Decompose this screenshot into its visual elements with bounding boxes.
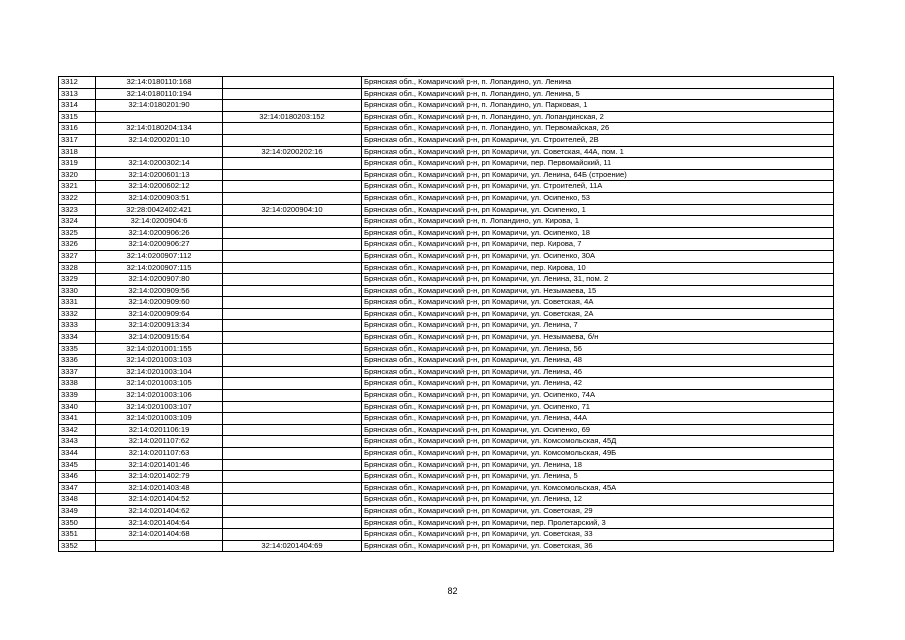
table-row	[59, 320, 834, 332]
table-row	[59, 424, 834, 436]
row-number-cell: 3350	[59, 517, 96, 529]
cadastral-number-cell: 32:14:0201106:19	[96, 424, 223, 436]
cadastral-number-alt-cell	[223, 250, 362, 262]
cadastral-number-cell: 32:14:0201404:64	[96, 517, 223, 529]
cadastral-number-cell: 32:14:0201003:106	[96, 390, 223, 402]
cadastral-number-alt-cell	[223, 366, 362, 378]
address-cell: Брянская обл., Комаричский р-н, рп Комаричи, ул. Ленина, 44А	[362, 413, 834, 425]
address-cell: Брянская обл., Комаричский р-н, рп Комаричи, ул. Строителей, 2В	[362, 134, 834, 146]
row-number-cell: 3338	[59, 378, 96, 390]
cadastral-number-cell: 32:14:0201003:105	[96, 378, 223, 390]
row-number-cell: 3331	[59, 297, 96, 309]
row-number-cell: 3322	[59, 192, 96, 204]
cadastral-number-cell: 32:14:0201001:155	[96, 343, 223, 355]
row-number-cell: 3336	[59, 355, 96, 367]
table-row	[59, 181, 834, 193]
cadastral-number-alt-cell	[223, 169, 362, 181]
cadastral-number-alt-cell	[223, 262, 362, 274]
table-row	[59, 274, 834, 286]
registry-table-body	[59, 77, 834, 552]
table-row	[59, 158, 834, 170]
cadastral-number-cell: 32:14:0200302:14	[96, 158, 223, 170]
address-cell: Брянская обл., Комаричский р-н, рп Комаричи, ул. Осипенко, 1	[362, 204, 834, 216]
table-row	[59, 529, 834, 541]
cadastral-number-cell	[96, 146, 223, 158]
address-cell: Брянская обл., Комаричский р-н, рп Комаричи, ул. Ленина, 64Б (строение)	[362, 169, 834, 181]
row-number-cell: 3328	[59, 262, 96, 274]
row-number-cell: 3315	[59, 111, 96, 123]
row-number-cell: 3346	[59, 471, 96, 483]
cadastral-number-alt-cell	[223, 494, 362, 506]
cadastral-number-alt-cell: 32:14:0180203:152	[223, 111, 362, 123]
row-number-cell: 3313	[59, 88, 96, 100]
row-number-cell: 3323	[59, 204, 96, 216]
cadastral-number-alt-cell: 32:14:0201404:69	[223, 540, 362, 552]
table-row	[59, 262, 834, 274]
address-cell: Брянская обл., Комаричский р-н, рп Комаричи, ул. Комсомольская, 45А	[362, 482, 834, 494]
cadastral-number-alt-cell	[223, 413, 362, 425]
address-cell: Брянская обл., Комаричский р-н, рп Комаричи, пер. Кирова, 7	[362, 239, 834, 251]
cadastral-number-cell: 32:14:0200907:112	[96, 250, 223, 262]
cadastral-number-alt-cell	[223, 401, 362, 413]
page-number: 82	[447, 586, 458, 596]
address-cell: Брянская обл., Комаричский р-н, рп Комаричи, ул. Строителей, 11А	[362, 181, 834, 193]
cadastral-number-cell: 32:14:0200909:64	[96, 308, 223, 320]
cadastral-number-cell: 32:14:0200909:56	[96, 285, 223, 297]
row-number-cell: 3320	[59, 169, 96, 181]
cadastral-number-cell: 32:14:0201003:103	[96, 355, 223, 367]
table-row	[59, 239, 834, 251]
row-number-cell: 3312	[59, 77, 96, 89]
row-number-cell: 3316	[59, 123, 96, 135]
cadastral-number-cell: 32:14:0201003:109	[96, 413, 223, 425]
address-cell: Брянская обл., Комаричский р-н, рп Комаричи, пер. Первомайский, 11	[362, 158, 834, 170]
cadastral-number-alt-cell	[223, 482, 362, 494]
address-cell: Брянская обл., Комаричский р-н, рп Комаричи, ул. Осипенко, 71	[362, 401, 834, 413]
cadastral-number-cell	[96, 111, 223, 123]
cadastral-number-alt-cell	[223, 343, 362, 355]
cadastral-number-cell	[96, 540, 223, 552]
row-number-cell: 3344	[59, 448, 96, 460]
row-number-cell: 3343	[59, 436, 96, 448]
table-row	[59, 250, 834, 262]
cadastral-number-alt-cell: 32:14:0200202:16	[223, 146, 362, 158]
address-cell: Брянская обл., Комаричский р-н, рп Комаричи, ул. Советская, 33	[362, 529, 834, 541]
row-number-cell: 3327	[59, 250, 96, 262]
row-number-cell: 3330	[59, 285, 96, 297]
address-cell: Брянская обл., Комаричский р-н, рп Комаричи, ул. Осипенко, 53	[362, 192, 834, 204]
table-row	[59, 471, 834, 483]
row-number-cell: 3349	[59, 505, 96, 517]
row-number-cell: 3319	[59, 158, 96, 170]
cadastral-number-alt-cell: 32:14:0200904:10	[223, 204, 362, 216]
address-cell: Брянская обл., Комаричский р-н, п. Лопандино, ул. Лопандинская, 2	[362, 111, 834, 123]
row-number-cell: 3326	[59, 239, 96, 251]
address-cell: Брянская обл., Комаричский р-н, рп Комаричи, ул. Ленина, 5	[362, 471, 834, 483]
row-number-cell: 3342	[59, 424, 96, 436]
cadastral-number-alt-cell	[223, 123, 362, 135]
row-number-cell: 3351	[59, 529, 96, 541]
cadastral-number-cell: 32:14:0200904:6	[96, 216, 223, 228]
table-row	[59, 88, 834, 100]
cadastral-number-alt-cell	[223, 378, 362, 390]
cadastral-number-alt-cell	[223, 424, 362, 436]
table-row	[59, 355, 834, 367]
table-row	[59, 459, 834, 471]
table-row	[59, 77, 834, 89]
cadastral-number-alt-cell	[223, 181, 362, 193]
cadastral-number-cell: 32:14:0200907:115	[96, 262, 223, 274]
cadastral-number-cell: 32:14:0201107:62	[96, 436, 223, 448]
address-cell: Брянская обл., Комаричский р-н, рп Комаричи, пер. Кирова, 10	[362, 262, 834, 274]
row-number-cell: 3335	[59, 343, 96, 355]
row-number-cell: 3318	[59, 146, 96, 158]
table-row	[59, 100, 834, 112]
cadastral-number-alt-cell	[223, 192, 362, 204]
cadastral-number-cell: 32:14:0201003:107	[96, 401, 223, 413]
cadastral-number-alt-cell	[223, 274, 362, 286]
row-number-cell: 3314	[59, 100, 96, 112]
cadastral-number-alt-cell	[223, 239, 362, 251]
registry-table	[58, 76, 834, 552]
table-row	[59, 204, 834, 216]
address-cell: Брянская обл., Комаричский р-н, п. Лопандино, ул. Ленина	[362, 77, 834, 89]
cadastral-number-cell: 32:14:0201404:52	[96, 494, 223, 506]
cadastral-number-cell: 32:14:0201401:46	[96, 459, 223, 471]
row-number-cell: 3341	[59, 413, 96, 425]
row-number-cell: 3339	[59, 390, 96, 402]
cadastral-number-cell: 32:14:0201403:48	[96, 482, 223, 494]
address-cell: Брянская обл., Комаричский р-н, п. Лопандино, ул. Первомайская, 26	[362, 123, 834, 135]
cadastral-number-cell: 32:14:0180110:194	[96, 88, 223, 100]
table-row	[59, 482, 834, 494]
address-cell: Брянская обл., Комаричский р-н, рп Комаричи, ул. Ленина, 42	[362, 378, 834, 390]
cadastral-number-alt-cell	[223, 158, 362, 170]
cadastral-number-alt-cell	[223, 100, 362, 112]
row-number-cell: 3333	[59, 320, 96, 332]
table-row	[59, 134, 834, 146]
address-cell: Брянская обл., Комаричский р-н, рп Комаричи, ул. Ленина, 7	[362, 320, 834, 332]
row-number-cell: 3347	[59, 482, 96, 494]
address-cell: Брянская обл., Комаричский р-н, рп Комаричи, ул. Ленина, 56	[362, 343, 834, 355]
table-row	[59, 505, 834, 517]
cadastral-number-alt-cell	[223, 134, 362, 146]
cadastral-number-alt-cell	[223, 332, 362, 344]
cadastral-number-alt-cell	[223, 308, 362, 320]
cadastral-number-alt-cell	[223, 355, 362, 367]
cadastral-number-alt-cell	[223, 459, 362, 471]
cadastral-number-cell: 32:14:0200909:60	[96, 297, 223, 309]
cadastral-number-cell: 32:14:0200602:12	[96, 181, 223, 193]
table-row	[59, 494, 834, 506]
row-number-cell: 3325	[59, 227, 96, 239]
cadastral-number-cell: 32:14:0200915:64	[96, 332, 223, 344]
cadastral-number-cell: 32:14:0200907:80	[96, 274, 223, 286]
address-cell: Брянская обл., Комаричский р-н, рп Комаричи, ул. Ленина, 12	[362, 494, 834, 506]
cadastral-number-cell: 32:14:0200903:51	[96, 192, 223, 204]
address-cell: Брянская обл., Комаричский р-н, рп Комаричи, ул. Комсомольская, 45Д	[362, 436, 834, 448]
address-cell: Брянская обл., Комаричский р-н, рп Комаричи, ул. Ленина, 18	[362, 459, 834, 471]
table-row	[59, 169, 834, 181]
cadastral-number-cell: 32:14:0200906:27	[96, 239, 223, 251]
address-cell: Брянская обл., Комаричский р-н, рп Комаричи, ул. Ленина, 48	[362, 355, 834, 367]
address-cell: Брянская обл., Комаричский р-н, п. Лопандино, ул. Ленина, 5	[362, 88, 834, 100]
table-row	[59, 111, 834, 123]
address-cell: Брянская обл., Комаричский р-н, рп Комаричи, пер. Пролетарский, 3	[362, 517, 834, 529]
row-number-cell: 3324	[59, 216, 96, 228]
address-cell: Брянская обл., Комаричский р-н, рп Комаричи, ул. Комсомольская, 49Б	[362, 448, 834, 460]
address-cell: Брянская обл., Комаричский р-н, рп Комаричи, ул. Осипенко, 74А	[362, 390, 834, 402]
cadastral-number-alt-cell	[223, 517, 362, 529]
row-number-cell: 3317	[59, 134, 96, 146]
cadastral-number-alt-cell	[223, 320, 362, 332]
address-cell: Брянская обл., Комаричский р-н, рп Комаричи, ул. Советская, 36	[362, 540, 834, 552]
table-row	[59, 332, 834, 344]
cadastral-number-alt-cell	[223, 448, 362, 460]
table-row	[59, 517, 834, 529]
table-row	[59, 192, 834, 204]
row-number-cell: 3332	[59, 308, 96, 320]
address-cell: Брянская обл., Комаричский р-н, рп Комаричи, ул. Незымаева, 15	[362, 285, 834, 297]
address-cell: Брянская обл., Комаричский р-н, рп Комаричи, ул. Советская, 44А, пом. 1	[362, 146, 834, 158]
table-row	[59, 448, 834, 460]
address-cell: Брянская обл., Комаричский р-н, рп Комаричи, ул. Осипенко, 69	[362, 424, 834, 436]
cadastral-number-alt-cell	[223, 390, 362, 402]
address-cell: Брянская обл., Комаричский р-н, рп Комаричи, ул. Ленина, 46	[362, 366, 834, 378]
cadastral-number-cell: 32:14:0201003:104	[96, 366, 223, 378]
table-row	[59, 343, 834, 355]
table-row	[59, 436, 834, 448]
table-row	[59, 297, 834, 309]
cadastral-number-alt-cell	[223, 227, 362, 239]
cadastral-number-cell: 32:14:0180201:90	[96, 100, 223, 112]
table-row	[59, 146, 834, 158]
cadastral-number-cell: 32:14:0201404:62	[96, 505, 223, 517]
address-cell: Брянская обл., Комаричский р-н, рп Комаричи, ул. Советская, 4А	[362, 297, 834, 309]
cadastral-number-alt-cell	[223, 436, 362, 448]
cadastral-number-alt-cell	[223, 471, 362, 483]
table-row	[59, 216, 834, 228]
address-cell: Брянская обл., Комаричский р-н, п. Лопандино, ул. Кирова, 1	[362, 216, 834, 228]
table-row	[59, 227, 834, 239]
table-row	[59, 366, 834, 378]
cadastral-number-alt-cell	[223, 529, 362, 541]
address-cell: Брянская обл., Комаричский р-н, п. Лопандино, ул. Парковая, 1	[362, 100, 834, 112]
cadastral-number-cell: 32:14:0180110:168	[96, 77, 223, 89]
row-number-cell: 3329	[59, 274, 96, 286]
row-number-cell: 3334	[59, 332, 96, 344]
table-row	[59, 413, 834, 425]
cadastral-number-cell: 32:14:0200913:34	[96, 320, 223, 332]
table-row	[59, 378, 834, 390]
address-cell: Брянская обл., Комаричский р-н, рп Комаричи, ул. Ленина, 31, пом. 2	[362, 274, 834, 286]
table-row	[59, 390, 834, 402]
address-cell: Брянская обл., Комаричский р-н, рп Комаричи, ул. Незымаева, б/н	[362, 332, 834, 344]
address-cell: Брянская обл., Комаричский р-н, рп Комаричи, ул. Осипенко, 30А	[362, 250, 834, 262]
row-number-cell: 3340	[59, 401, 96, 413]
cadastral-number-cell: 32:14:0201107:63	[96, 448, 223, 460]
table-row	[59, 308, 834, 320]
cadastral-number-cell: 32:28:0042402:421	[96, 204, 223, 216]
address-cell: Брянская обл., Комаричский р-н, рп Комаричи, ул. Осипенко, 18	[362, 227, 834, 239]
cadastral-number-alt-cell	[223, 285, 362, 297]
address-cell: Брянская обл., Комаричский р-н, рп Комаричи, ул. Советская, 2А	[362, 308, 834, 320]
row-number-cell: 3321	[59, 181, 96, 193]
row-number-cell: 3337	[59, 366, 96, 378]
cadastral-number-cell: 32:14:0180204:134	[96, 123, 223, 135]
cadastral-number-alt-cell	[223, 216, 362, 228]
cadastral-number-alt-cell	[223, 88, 362, 100]
cadastral-number-alt-cell	[223, 77, 362, 89]
cadastral-number-cell: 32:14:0200601:13	[96, 169, 223, 181]
row-number-cell: 3348	[59, 494, 96, 506]
cadastral-number-cell: 32:14:0200906:26	[96, 227, 223, 239]
table-row	[59, 540, 834, 552]
row-number-cell: 3352	[59, 540, 96, 552]
cadastral-number-cell: 32:14:0201402:79	[96, 471, 223, 483]
address-cell: Брянская обл., Комаричский р-н, рп Комаричи, ул. Советская, 29	[362, 505, 834, 517]
table-row	[59, 123, 834, 135]
cadastral-number-alt-cell	[223, 297, 362, 309]
table-row	[59, 401, 834, 413]
cadastral-number-cell: 32:14:0201404:68	[96, 529, 223, 541]
table-row	[59, 285, 834, 297]
row-number-cell: 3345	[59, 459, 96, 471]
cadastral-number-alt-cell	[223, 505, 362, 517]
cadastral-number-cell: 32:14:0200201:10	[96, 134, 223, 146]
